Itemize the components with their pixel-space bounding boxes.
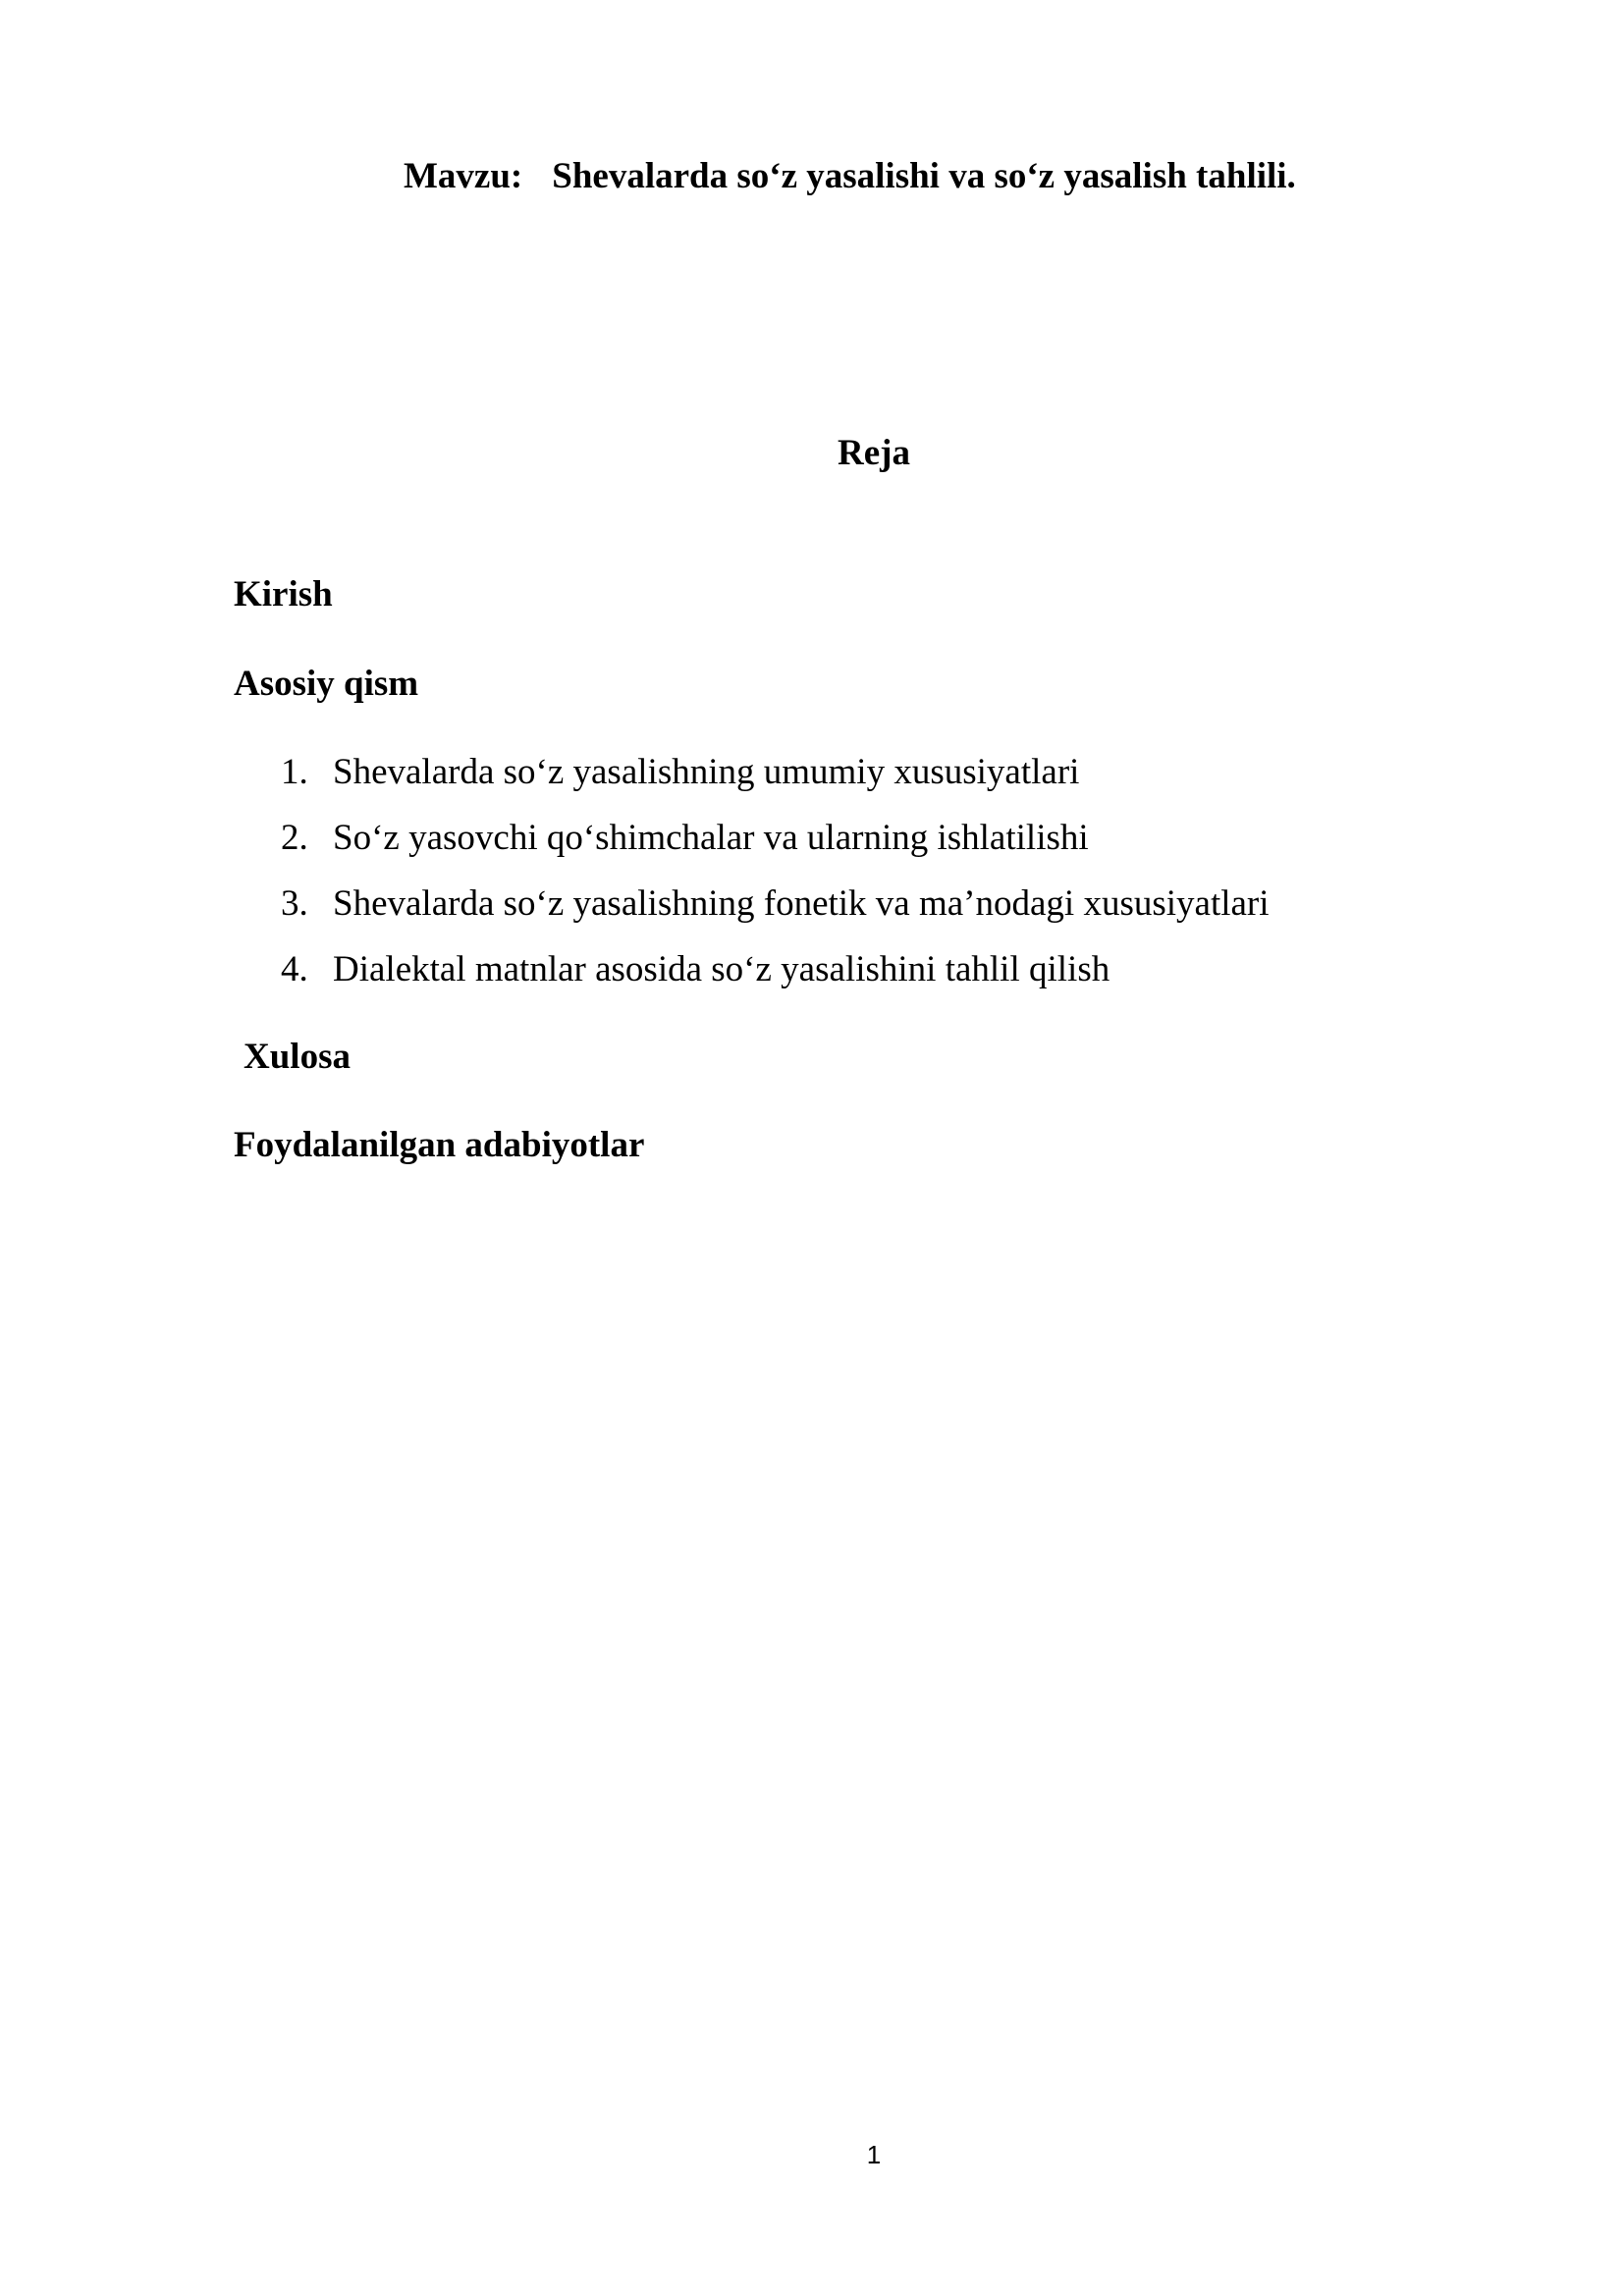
section-main: Asosiy qism [234, 664, 419, 704]
page-number: 1 [866, 2140, 882, 2169]
list-item-number: 1. [281, 752, 308, 792]
list-item [281, 948, 1270, 1014]
list-item-text: So‘z yasovchi qo‘shimchalar va ularning ishlatilishi [333, 818, 1089, 858]
topic-label: Mavzu: [404, 156, 523, 196]
list-item-number: 4. [281, 949, 308, 989]
plan-list [281, 751, 1270, 1014]
list-item-text: Dialektal matnlar asosida so‘z yasalishini tahlil qilish [333, 949, 1110, 989]
section-references: Foydalanilgan adabiyotlar [234, 1125, 645, 1165]
topic-title [404, 155, 1296, 197]
topic-text: Shevalarda so‘z yasalishi va so‘z yasalish tahlili. [552, 156, 1296, 196]
list-item [281, 817, 1270, 882]
list-item-text: Shevalarda so‘z yasalishning fonetik va ma’nodagi xususiyatlari [333, 883, 1270, 924]
section-intro: Kirish [234, 574, 333, 614]
plan-heading: Reja [838, 433, 910, 473]
section-conclusion: Xulosa [244, 1037, 351, 1077]
list-item [281, 882, 1270, 948]
list-item-text: Shevalarda so‘z yasalishning umumiy xususiyatlari [333, 752, 1080, 792]
list-item-number: 2. [281, 818, 308, 858]
list-item-number: 3. [281, 883, 308, 924]
list-item [281, 751, 1270, 817]
